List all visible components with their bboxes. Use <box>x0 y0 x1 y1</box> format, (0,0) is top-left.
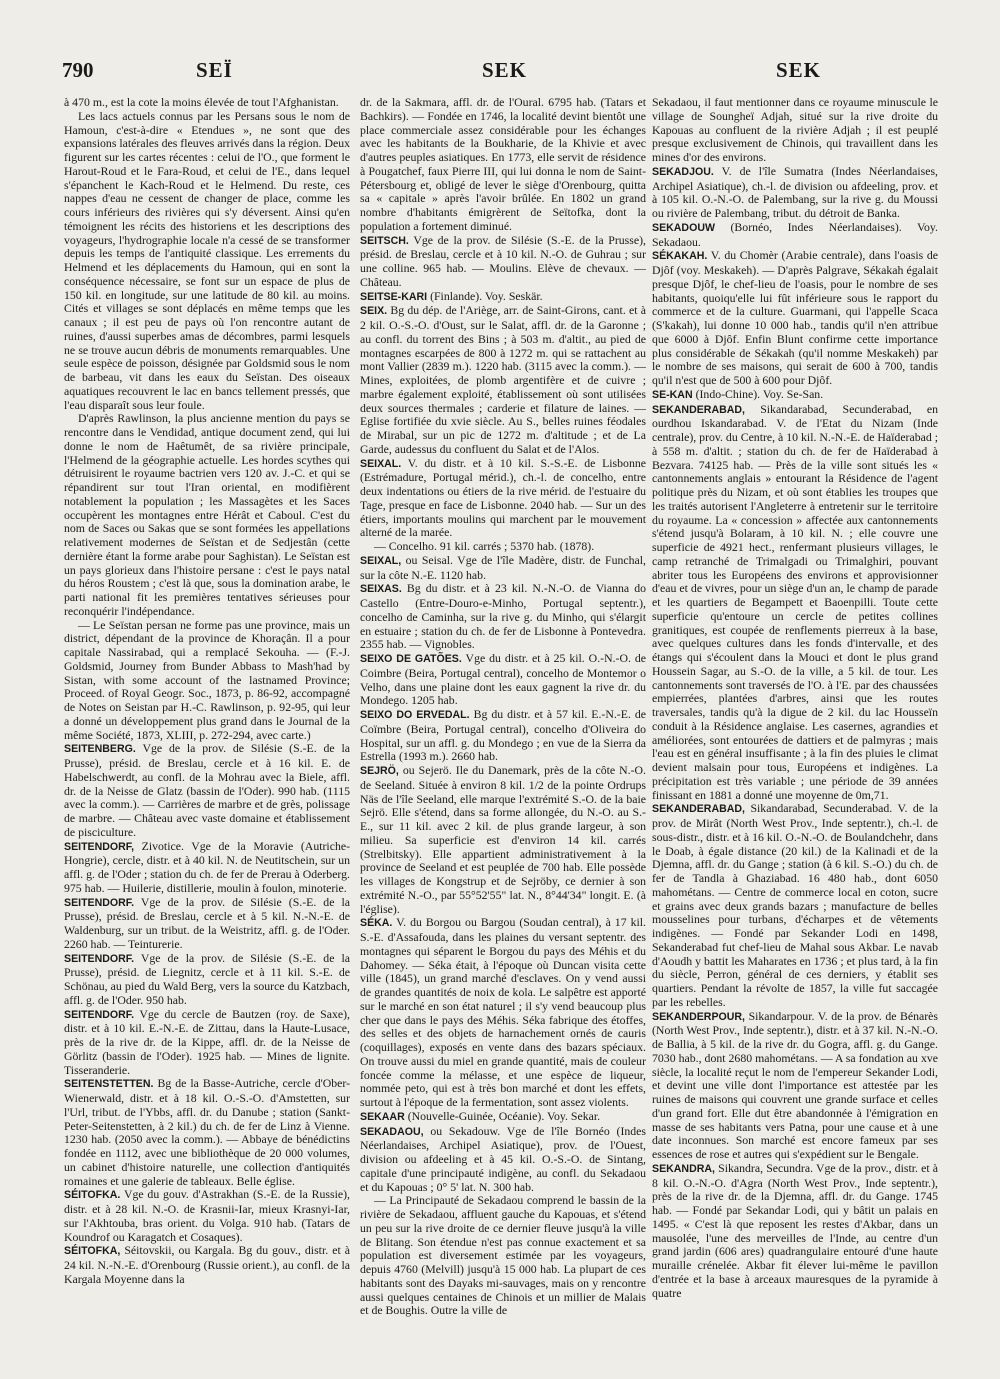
entry-text: Séitovskii, ou Kargala. Bg du gouv., distr. et à 24 kil. N.-N.-E. d'Orenbourg (Russie orient.), au confl. de la Kargala Moyenne dans la <box>64 1243 350 1286</box>
entry-text: Vge du distr. et à 25 kil. O.-N.-O. de Coimbre (Beira, Portugal central), concelho de Montemor o Velho, dans une plaine dont les eaux gagnent la rive dr. du Mondego. 1205 hab. <box>360 651 646 708</box>
entry-headword: SEKADOUW <box>652 221 715 234</box>
text-column-left <box>64 96 350 1368</box>
dictionary-entry <box>360 304 646 456</box>
entry-headword: SEKADAOU, <box>360 1125 424 1138</box>
dictionary-entry <box>360 1125 646 1195</box>
entry-headword: SEKANDERABAD, <box>652 803 745 816</box>
entry-headword: SÉKA. <box>360 917 393 930</box>
running-header <box>62 58 938 88</box>
header-guide-word-left: SEÏ <box>196 58 233 82</box>
entry-text: (Nouvelle-Guinée, Océanie). Voy. Sekar. <box>407 1108 601 1123</box>
entry-headword: SEITENSTETTEN. <box>64 1078 154 1091</box>
dictionary-entry <box>652 221 938 250</box>
dictionary-entry <box>360 652 646 708</box>
entry-headword: SEITENDORF, <box>64 840 135 853</box>
entry-text: Sikandarpour. V. de la prov. de Bénarès (North West Prov., Inde septentr.), distr. et à 37 kil. N.-N.-O. de Ballia, à 5 kil. de la rive dr. du Gogra, affl. g. du Gange. 7030 hab., dont 2680 mahométans. — A sa fondation au xve siècle, la localité reçut le nom de l'empereur Sekander Lodi, et devint une ville dont l'importance est attestée par les ruines de maisons qui couvrent une grande surface et celles d'un grand fort. Elle dut être abandonnée à l'émigration en masse de ses habitants vers Patna, pour une cause et à une date inconnues. Son marché est encore fameux par ses essences de rose et autres qui s'expédient sur le Bengale. <box>652 1008 938 1161</box>
entry-text: dr. de la Sakmara, affl. dr. de l'Oural. 6795 hab. (Tatars et Bachkirs). — Fondée en 1746, la localité devint bientôt une place commerciale assez considérable pour les échanges avec les habitants de la Boukharie, de la Khivie et avec d'autres peuples asiatiques. En 1773, elle servit de résidence à Pougatchef, faux Pierre III, qui lui donna le nom de Saint-Pétersbourg et, obligé de lever le siège d'Orenbourg, quitta sa « capitale » après l'avoir brûlée. En 1802 un grand nombre d'habitants émigrèrent de Seïtofka, dont la population a fortement diminué. <box>360 96 646 233</box>
dictionary-entry <box>360 554 646 583</box>
dictionary-entry <box>652 1162 938 1301</box>
entry-text: Vge de la prov. de Silésie (S.-E. de la Prusse), présid. de Liegnitz, cercle et à 11 kil. S.-E. de Schönau, au pied du Wald Berg, vers la source du Katzbach, affl. g. de l'Oder. 950 hab. <box>64 950 350 1007</box>
entry-text: V. du distr. et à 10 kil. S.-S.-E. de Lisbonne (Estrémadure, Portugal mérid.), ch.-l. de concelho, entre deux indentations ou étiers de la rive mérid. de l'estuaire du Tage, presque en face de Lisbonne. 2040 hab. — Sur un des étiers, importants moulins qui marchent par le mouvement alterné de la marée. <box>360 455 646 540</box>
entry-headword: SEITENDORF. <box>64 1008 135 1021</box>
dictionary-entry <box>64 896 350 952</box>
entry-headword: SEKANDERPOUR, <box>652 1010 746 1023</box>
text-column-right <box>652 96 938 1368</box>
dictionary-entry <box>64 742 350 839</box>
entry-text: V. du Borgou ou Bargou (Soudan central), à 17 kil. S.-E. d'Assafouda, dans les plaines du versant septentr. des montagnes qui séparent le Borgou du pays des Méhis et du Dahomey. — Séka était, à l'époque où Duncan visita cette ville (1845), un grand marché d'esclaves. On y vend aussi de grandes quantités de noix de kola. Le salpêtre est apporté sur le marché en son état naturel ; il s'y vend beaucoup plus cher que dans le pays des Méhis. Séka fabrique des étoffes, des selles et des objets de harnachement ornés de cauris (coquillages), exposés en vente dans des bazars spéciaux. On trouve aussi du miel en grande quantité, mais de couleur foncée comme la mélasse, et une espèce de liqueur, nommée peto, qui est à très bon marché et dont les effets, surtout à l'époque de la fermentation, sont assez violents. <box>360 915 646 1109</box>
entry-headword: SÉITOFKA, <box>64 1245 121 1258</box>
entry-text: Bg du distr. et à 23 kil. N.-N.-O. de Vianna do Castello (Entre-Douro-e-Minho, Portugal septentr.), concelho de Caminha, sur la rive g. du Minho, qui s'élargit en estuaire ; station du ch. de fer de Lisbonne à Pontevedra. 2355 hab. — Vignobles. <box>360 581 646 652</box>
entry-headword: SEITENDORF. <box>64 896 135 909</box>
entry-text: Zivotice. Vge de la Moravie (Autriche-Hongrie), cercle, distr. et à 40 kil. N. de Neutitschein, sur un affl. g. de l'Oder ; station du ch. de fer de Prerau à Oderberg. 975 hab. — Huilerie, distillerie, moulin à foulon, minoterie. <box>64 838 350 895</box>
entry-text: — Concelho. 91 kil. carrés ; 5370 hab. (1878). <box>374 539 595 553</box>
dictionary-entry <box>652 249 938 388</box>
entry-headword: SEKADJOU. <box>652 165 714 178</box>
entry-text: (Bornéo, Indes Néerlandaises). Voy. Sekadaou. <box>652 219 938 249</box>
paragraph <box>360 96 646 234</box>
page-number: 790 <box>62 58 94 82</box>
dictionary-entry <box>360 582 646 652</box>
dictionary-entry <box>652 388 938 403</box>
dictionary-entry <box>652 802 938 1009</box>
header-guide-word-right: SEK <box>776 58 822 82</box>
dictionary-entry <box>360 708 646 764</box>
entry-text: — La Principauté de Sekadaou comprend le bassin de la rivière de Sekadaou, affluent gauche du Kapouas, et s'étend un peu sur la rive droite de ce dernier fleuve jusqu'à la ville de Blitang. Son étendue n'est pas connue exactement et sa population est diversement estimée par les voyageurs, depuis 4760 (Melvill) jusqu'à 15 000 hab. La plupart de ces habitants sont des Dayaks mi-sauvages, mais on y rencontre aussi quelques centaines de Chinois et un millier de Malais et de Boughis. Outre la ville de <box>360 1193 646 1318</box>
entry-text: Vge du cercle de Bautzen (roy. de Saxe), distr. et à 10 kil. E.-N.-E. de Zittau, dans la Haute-Lusace, près de la rive dr. de la Kippe, affl. dr. de la Neisse de Görlitz (bassin de l'Oder). 1925 hab. — Mines de lignite. Tisseranderie. <box>64 1006 350 1077</box>
dictionary-entry <box>64 1188 350 1244</box>
entry-headword: SEKANDERABAD, <box>652 403 745 416</box>
entry-text: ou Sekadouw. Vge de l'île Bornéo (Indes Néerlandaises, Archipel Asiatique), prov. de l'Ouest, division ou afdeeling et à 45 kil. O.-S.-O. de Sintang, capitale d'une principauté indigène, au confl. du Sekadaou et du Kapouas ; 0° 5' lat. N. 300 hab. <box>360 1123 646 1194</box>
entry-text: Les lacs actuels connus par les Persans sous le nom de Hamoun, c'est-à-dire « Etendues », ne sont que des expansions latérales des fleuves arrivés dans la région. Deux figurent sur les cartes récentes : celui de l'O., que forment le Harout-Roud et le Fara-Roud, et celui de l'E., dans lequel s'épanchent le Kach-Roud et le Helmend. Du reste, ces nappes d'eau ne cessent de changer de place, comme les cours inférieurs des rivières qui s'y déversent. Ainsi qu'en témoignent les récits des historiens et les descriptions des voyageurs, l'hydrographie locale n'a cessé de se transformer depuis les temps de l'antiquité classique. Les errements du Helmend et les déplacements du Hamoun, qui en sont la conséquence nécessaire, se font sur un espace de plus de 150 kil. en longitude, sur une latitude de 80 kil. au moins. Cités et villages se sont déplacés en même temps que les canaux ; il est peu de pays où l'on rencontre autant de ruines, d'aussi superbes amas de décombres, parmi lesquels ne se trouve aucun débris de monuments remarquables. Une seule espèce de poisson, désignée par Goldsmid sous le nom de barbeau, vit dans les eaux du Seïstan. Des oiseaux aquatiques recouvrent le lac en bancs tellement pressés, que l'eau disparaît sous leur foule. <box>64 108 350 412</box>
dictionary-entry <box>360 1110 646 1125</box>
entry-text: Sikandarabad, Secunderabad. V. de la prov. de Mirât (North West Prov., Inde septentr.), ch.-l. de sous-distr., distr. et à 16 kil. O.-N.-O. de Boulandchehr, dans le Doab, à égale distance (20 kil.) de la Kalinadi et de la Djemna, affl. dr. du Gange ; station (à 6 kil. S.-O.) du ch. de fer de Tandla à Ghaziabad. 16 480 hab., dont 6050 mahométans. — Centre de commerce local en coton, sucre et grains avec deux grands bazars ; manufacture de belles mousselines pour turbans, d'écharpes et de vêtements indigènes. — Fondé par Sekander Lodi en 1498, Sekanderabad fut chef-lieu de Mahal sous Akbar. Le navab d'Aoudh y battit les Maharates en 1736 ; et plus tard, à la fin du siècle, Perron, général de ces derniers, y établit ses quartiers. Pendant la révolte de 1857, la ville fut saccagée par les rebelles. <box>652 801 938 1009</box>
entry-text: Bg du dép. de l'Ariège, arr. de Saint-Girons, cant. et à 2 kil. O.-S.-O. d'Oust, sur le Salat, affl. dr. de la Garonne ; au confl. du torrent des Bins ; à 503 m. d'altit., au pied de montagnes escarpées de 800 à 1272 m. qui se rattachent au mont Vallier (2839 m.). 1220 hab. (3115 avec la comm.). — Mines, exploitées, de plomb argentifère et de cuivre ; marbre également exploité, établissement où sont utilisées deux sources thermales ; carderie et filature de laines. — Eglise fortifiée du xvie siècle. Au S., belles ruines féodales de Mirabal, sur un pic de 1272 m. d'altitude ; et de La Garde, audessus du confluent du Salat et de l'Alos. <box>360 303 646 456</box>
entry-text: V. de l'île Sumatra (Indes Néerlandaises, Archipel Asiatique), ch.-l. de division ou afdeeling, prov. et à 105 kil. O.-N.-O. de Palembang, sur la rive g. du Moussi ou rivière de Palembang, tribut. du détroit de Banka. <box>652 163 938 220</box>
entry-headword: SEIXO DE GATÕES. <box>360 653 462 665</box>
entry-headword: SEIXAL, <box>360 554 402 567</box>
dictionary-entry <box>64 1008 350 1078</box>
header-guide-word-middle: SEK <box>482 58 528 82</box>
entry-text: Vge du gouv. d'Astrakhan (S.-E. de la Russie), distr. et à 28 kil. N.-O. de Krasnii-Iar, mieux Krasnyi-Iar, sur l'Akhtouba, bras orient. du Volga. 910 hab. (Tatars de Koundrof ou Karagatch et Cosaques). <box>64 1187 350 1244</box>
entry-headword: SEKAAR <box>360 1110 405 1123</box>
entry-text: Sekadaou, il faut mentionner dans ce royaume minuscule le village de Soungheï Adjah, situé sur la rive droite du Kapouas au confluent de la rivière Adjah ; il est peuplé presque exclusivement de Chinois, qui travaillent dans les mines d'or des environs. <box>652 96 938 164</box>
entry-headword: SEITENDORF. <box>64 952 135 965</box>
entry-text: Sikandarabad, Secunderabad, en ourdhou Iskandarabad. V. de l'Etat du Nizam (Inde centrale), prov. du Centre, à 10 kil. N.-N.-E. de Haïderabad ; à 558 m. d'altit. ; station du ch. de fer de Haïderabad à Bezvara. 74125 hab. — Près de la ville sont situés les « cantonnements anglais » entourant la Résidence de l'agent politique près du Nizam, et où sont établies les troupes que les traités autorisent l'Angleterre à entretenir sur le territoire du royaume. La « concession » affectée aux cantonnements s'étend jusqu'à Bolaram, à 10 kil. N. ; elle couvre une superficie de 4921 hect., renfermant plusieurs villages, le camp retranché de Trimalgadi ou Trimalghiri, pouvant abriter tous les Européens des environs et approvisionner d'eau et de vivres, pour un siège d'un an, le champ de parade et les quartiers de Begampett et Baoenpilli. Toute cette superficie qu'entoure un cercle de petites collines granitiques, est coupée de renflements pierreux à la base, avec quelques cultures dans les fonds d'intervalle, et des étangs qui s'écoulent dans la Mouci et dont le plus grand Houssein Sagar, au S.-O. de la ville, a 5 kil. de tour. Les cantonnements sont traversés de l'O. à l'E. par des chaussées empierrées, plantées d'arbres, ainsi que les routes traversales, tandis qu'à la digue de 2 kil. du lac Housseïn conduit à la Résidence anglaise. Les casernes, agrandies et améliorées, sont entourées de dattiers et de palmyras ; mais l'eau est en général insuffisante ; à la fin des pluies le climat devient malsain pour tous, Européens et indigènes. La précipitation est très variable ; une période de 39 années finissant en 1881 a donné une moyenne de 0m,71. <box>652 401 938 802</box>
entry-text: V. du Chomèr (Arabie centrale), dans l'oasis de Djôf (voy. Meskakeh). — D'après Palgrave, Sékakah égalait presque Djôf, le chef-lieu de l'oasis, pour le nombre de ses habitants, quoiqu'elle lui fût inférieure sous le rapport du commerce et de la culture. Guarmani, qui l'appelle Scaca (S'kakah), lui donne 10 000 hab., tandis qu'il n'en attribue que 6000 à Djôf. Enfin Blunt confirme cette importance plus considérable de Sékakah (qu'il nomme Meskakeh) par le nombre de ses maisons, qui serait de 600 à 700, tandis qu'il n'est que de 500 à 600 pour Djôf. <box>652 248 938 387</box>
paragraph <box>64 110 350 413</box>
paragraph <box>64 96 350 110</box>
text-column-middle <box>360 96 646 1368</box>
entry-text: à 470 m., est la cote la moins élevée de tout l'Afghanistan. <box>64 96 339 109</box>
entry-text: Sikandra, Secundra. Vge de la prov., distr. et à 8 kil. O.-N.-O. d'Agra (North West Prov., Inde septentr.), près de la rive dr. de la Djemna, affl. dr. du Gange. 1745 hab. — Fondé par Sekandar Lodi, qui y bâtit un palais en 1495. « C'est là que reposent les restes d'Akbar, dans un mausolée, l'une des merveilles de l'Inde, au centre d'un grand jardin (606 ares) quadrangulaire entouré d'une haute muraille crénelée. Akbar fit élever lui-même le pavillon d'entrée et la base à arceaux mauresques de la pyramide à quatre <box>652 1160 938 1300</box>
entry-headword: SEIXO DO ERVEDAL. <box>360 709 470 721</box>
dictionary-entry <box>652 1010 938 1162</box>
paragraph <box>360 1194 646 1318</box>
entry-text: — Le Seïstan persan ne forme pas une province, mais un district, dépendant de la province de Khoraçân. Il a pour capitale Nassirabad, qui a remplacé Sekouha. — (F.-J. Goldsmid, Journey from Bunder Abbass to Mash'had by Sistan, with some account of the lastnamed Province; Proceed. of Royal Geogr. Soc., 1873, p. 86-92, accompagné de Notes on Seistan par H.-C. Rawlinson, p. 92-95, qui leur a donné un développement plus grand dans le Journal de la même Société, 1873, XLIII, p. 272-294, avec carte.) <box>64 617 350 742</box>
entry-headword: SÉKAKAH. <box>652 250 708 263</box>
entry-text: ou Sejerö. Ile du Danemark, près de la côte N.-O. de Seeland. Située à environ 8 kil. 1/2 de la pointe Ordrups Näs de l'île Seeland, elle marque l'extrémité S.-O. de la baie Sejrö. Elle s'étend, dans sa forme allongée, du N.-O. au S.-E., sur 11 kil. avec 2 kil. de plus grande largeur, à son milieu. Sa superficie est d'environ 14 kil. carrés (Strelbitsky). Elle appartient administrativement à la province de Seeland et est peuplée de 700 hab. Elle possède les villages de Kongstrup et de Sejröby, ce dernier à son extrémité N.-O., par 55°52'55" lat. N., 8°44'34" longit. E. (à l'église). <box>360 763 646 916</box>
entry-headword: SEIXAL. <box>360 457 402 470</box>
entry-text: (Indo-Chine). Voy. Se-San. <box>695 386 824 401</box>
paragraph <box>64 412 350 618</box>
dictionary-entry <box>360 457 646 541</box>
dictionary-entry <box>360 290 646 305</box>
entry-text: D'après Rawlinson, la plus ancienne mention du pays se rencontre dans le Vendidad, antique document zend, qui lui donne le nom de Haêtumêt, de sa rivière principale, l'Helmend de la géographie actuelle. Les hordes scythes qui détruisirent le royaume bactrien vers 120 av. J.-C. et qui se répandirent sur tout l'Iran oriental, en modifièrent notablement la population ; les Massagètes et les Saces occupèrent les montagnes entre Hérât et Caboul. C'est du nom de Saces ou Sakas que se sont formées les appellations relativement modernes de Seïstan et de Sedjestân (cette dernière étant la forme arabe pour Saghistan). Le Seïstan est un pays glorieux dans l'histoire persane : c'est le pays natal du héros Roustem ; c'est là que, sous la domination arabe, le parti national fit les premières tentatives sérieuses pour reconquérir l'indépendance. <box>64 411 350 618</box>
entry-text: Bg du distr. et à 57 kil. E.-N.-E. de Coïmbre (Beira, Portugal central), concelho d'Oliveira do Hospital, sur un affl. g. du Mondego ; en vue de la Sierra da Estrella (1993 m.). 2660 hab. <box>360 707 646 764</box>
dictionary-entry <box>360 234 646 290</box>
paragraph <box>652 96 938 165</box>
paragraph <box>64 619 350 743</box>
entry-text: (Finlande). Voy. Seskär. <box>430 288 543 303</box>
dictionary-entry <box>64 952 350 1008</box>
entry-headword: SÉITOFKA. <box>64 1189 121 1202</box>
entry-headword: SEKANDRA, <box>652 1162 715 1175</box>
dictionary-entry <box>360 764 646 916</box>
entry-text: ou Seisal. Vge de l'île Madère, distr. de Funchal, sur la côte N.-E. 1120 hab. <box>360 552 646 582</box>
dictionary-entry <box>64 840 350 896</box>
entry-text: Bg de la Basse-Autriche, cercle d'Ober-Wienerwald, distr. et à 18 kil. O.-S.-O. d'Amstetten, sur l'Url, tribut. de l'Ybbs, affl. dr. du Danube ; station (Sankt-Peter-Seitenstetten, à 2 kil.) du ch. de fer de Linz à Vienne. 1230 hab. (2050 avec la comm.). — Abbaye de bénédictins fondée en 1112, avec une bibliothèque de 20 000 volumes, un cabinet d'histoire naturelle, une collection d'antiquités romaines et une galerie de tableaux. Belle église. <box>64 1076 350 1188</box>
dictionary-entry <box>360 916 646 1110</box>
entry-text: Vge de la prov. de Silésie (S.-E. de la Prusse), présid. de Breslau, cercle et à 5 kil. N.-N.-E. de Waldenburg, sur un tribut. de la Weistritz, affl. g. de l'Oder. 2260 hab. — Teinturerie. <box>64 894 350 951</box>
entry-headword: SEIX. <box>360 305 388 318</box>
entry-headword: SE-KAN <box>652 388 693 401</box>
dictionary-entry <box>652 403 938 803</box>
entry-text: Vge de la prov. de Silésie (S.-E. de la Prusse), présid. de Breslau, cercle et à 16 kil. E. de Habelschwerdt, au confl. de la Mohrau avec la Biele, affl. dr. de la Neisse de Glatz (bassin de l'Oder). 990 hab. (1115 avec la comm.). — Carrières de marbre et de grès, polissage de marbre. — Château avec vaste domaine et établissement de pisciculture. <box>64 741 350 839</box>
dictionary-entry <box>652 165 938 221</box>
entry-headword: SEJRÖ, <box>360 765 399 777</box>
entry-headword: SEITSCH. <box>360 234 409 247</box>
entry-headword: SEITSE-KARI <box>360 290 428 303</box>
entry-headword: SEIXAS. <box>360 583 402 596</box>
dictionary-entry <box>64 1077 350 1188</box>
dictionary-entry <box>64 1244 350 1286</box>
entry-text: Vge de la prov. de Silésie (S.-E. de la Prusse), présid. de Breslau, cercle et à 10 kil. N.-O. de Guhrau ; sur une colline. 965 hab. — Moulins. Elève de chevaux. — Château. <box>360 232 646 289</box>
paragraph <box>360 540 646 554</box>
entry-headword: SEITENBERG. <box>64 743 136 756</box>
